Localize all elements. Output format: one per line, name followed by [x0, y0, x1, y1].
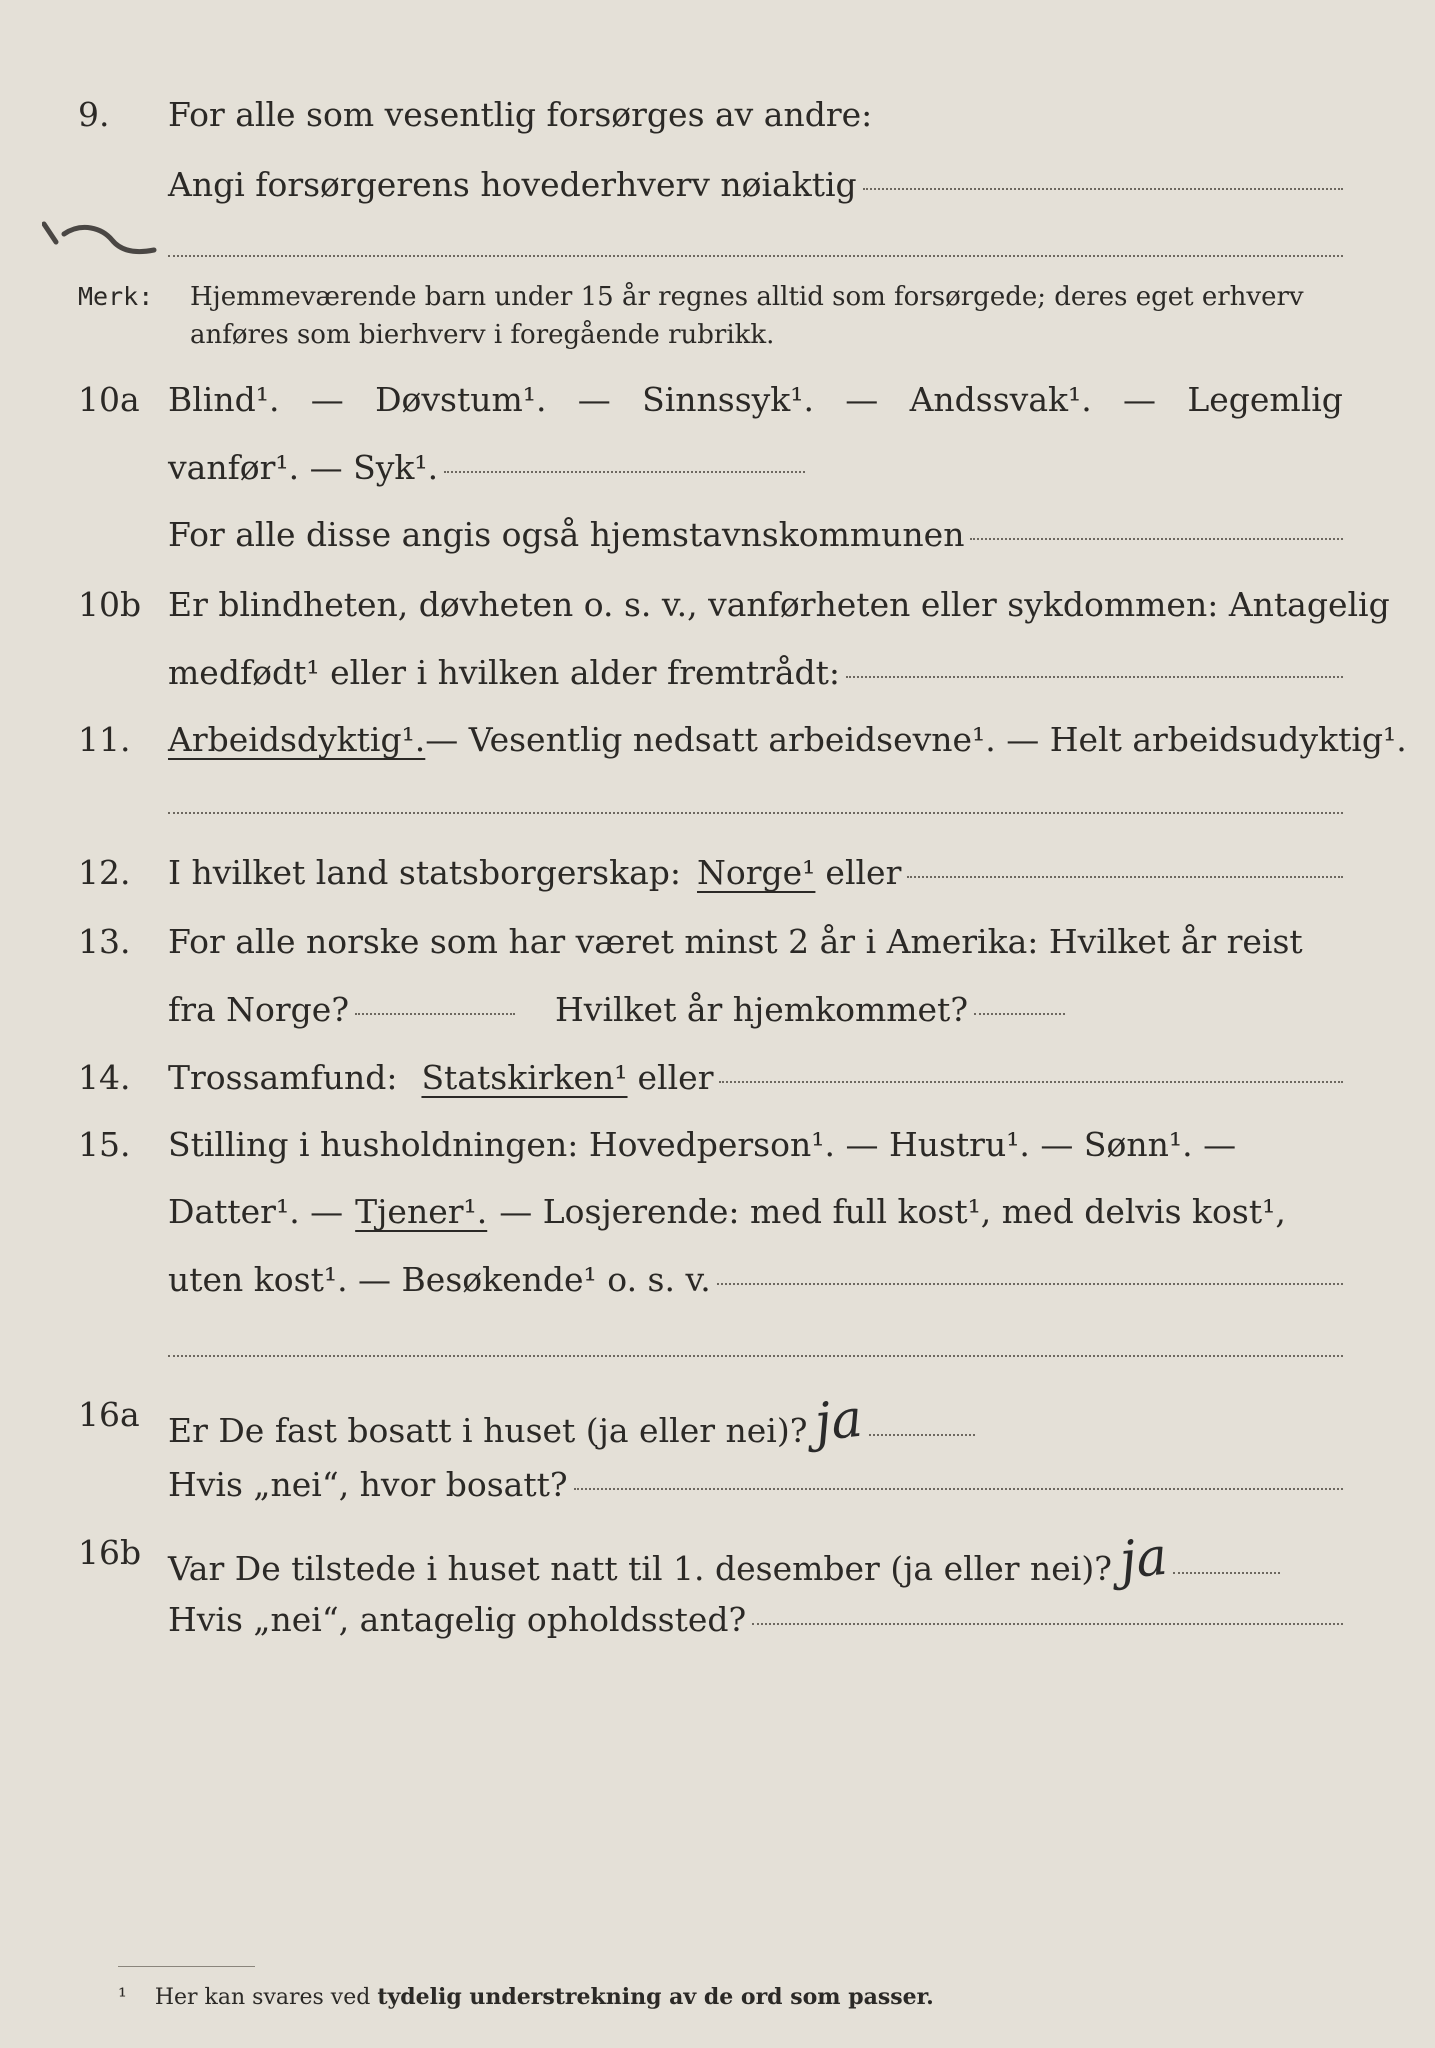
q11-extra-line[interactable]: [168, 812, 1343, 814]
footnote: [118, 1984, 934, 2010]
q9-occupation-field[interactable]: [863, 188, 1343, 190]
option-arbeidsdyktig[interactable]: Arbeidsdyktig¹.: [168, 720, 426, 759]
q15-extra-line[interactable]: [168, 1355, 1343, 1357]
q14-other-field[interactable]: [719, 1081, 1343, 1083]
q13-reist-field[interactable]: [355, 1013, 515, 1015]
q10a-options-line: [168, 380, 1343, 419]
q13-line1: [168, 922, 1343, 961]
q10b-number: 10b: [78, 585, 142, 624]
q15-line3: [168, 1260, 1343, 1299]
q9-number: 9.: [78, 95, 110, 134]
q11-number: 11.: [78, 720, 131, 759]
option-statskirken[interactable]: Statskirken¹: [421, 1058, 628, 1097]
q16a-number: 16a: [78, 1395, 140, 1434]
dash: —: [577, 380, 611, 419]
q16a-answer-field[interactable]: [869, 1434, 975, 1436]
q10b-question: Er blindheten, døvheten o. s. v., vanførheten eller sykdommen: Antagelig: [168, 585, 1390, 624]
q13-number: 13.: [78, 922, 131, 961]
q12-eller: eller: [825, 853, 902, 892]
q10a-syk-field[interactable]: [444, 471, 805, 473]
q14-number: 14.: [78, 1058, 131, 1097]
option-andssvak[interactable]: Andssvak¹.: [909, 380, 1092, 419]
q16b-opholdssted-field[interactable]: [752, 1623, 1343, 1625]
q16a-bosatt-label: Hvis „nei“, hvor bosatt?: [168, 1465, 568, 1504]
q16b-question: Var De tilstede i huset natt til 1. desember (ja eller nei)?: [168, 1549, 1112, 1588]
q13-hjemkommet-field[interactable]: [974, 1013, 1065, 1015]
dash: —: [1123, 380, 1157, 419]
q9-extra-line[interactable]: [168, 255, 1343, 257]
q10b-alder-field[interactable]: [846, 676, 1343, 678]
ink-smudge-icon: [42, 220, 162, 260]
q16a-question: Er De fast bosatt i huset (ja eller nei)?: [168, 1411, 808, 1450]
dash: —: [310, 380, 344, 419]
q10b-line2: [168, 653, 1343, 692]
q15-line2: [168, 1192, 1343, 1231]
q12-question: I hvilket land statsborgerskap:: [168, 853, 682, 892]
q9-occupation-label: Angi forsørgerens hovederhverv nøiaktig: [168, 165, 857, 204]
q11-other-options[interactable]: — Vesentlig nedsatt arbeidsevne¹. — Helt arbeidsudyktig¹.: [425, 720, 1407, 759]
q9-occupation-line: [168, 165, 1343, 204]
q16a-line1: [168, 1388, 975, 1455]
q16a-handwritten-answer[interactable]: ja: [812, 1388, 866, 1454]
option-sinnssyk[interactable]: Sinnssyk¹.: [642, 380, 814, 419]
q13-reist-label: fra Norge?: [168, 990, 350, 1029]
option-dovstum[interactable]: Døvstum¹.: [375, 380, 547, 419]
q15-number: 15.: [78, 1125, 131, 1164]
q10a-hjemstavn-field[interactable]: [970, 538, 1343, 540]
q16b-line2: [168, 1600, 1343, 1639]
option-blind[interactable]: Blind¹.: [168, 380, 280, 419]
q16b-opholdssted-label: Hvis „nei“, antagelig opholdssted?: [168, 1600, 747, 1639]
footnote-text-b: tydelig understrekning av de ord som passer.: [377, 1984, 934, 2010]
q10a-line3: [168, 515, 1343, 554]
q14-label: Trossamfund:: [168, 1058, 398, 1097]
q12-other-country-field[interactable]: [907, 876, 1343, 878]
q16b-answer-field[interactable]: [1173, 1572, 1280, 1574]
option-datter[interactable]: Datter¹. —: [168, 1192, 344, 1231]
q15-losjerende[interactable]: — Losjerende: med full kost¹, med delvis kost¹,: [499, 1192, 1286, 1231]
q13-question: For alle norske som har været minst 2 år i Amerika: Hvilket år reist: [168, 922, 1303, 961]
q14-line: [168, 1058, 1343, 1097]
q9-title-line: [168, 95, 1343, 134]
option-legemlig[interactable]: Legemlig: [1187, 380, 1343, 419]
q16b-handwritten-answer[interactable]: ja: [1116, 1526, 1171, 1592]
q14-eller: eller: [637, 1058, 714, 1097]
option-tjener[interactable]: Tjener¹.: [355, 1192, 488, 1231]
footnote-mark: ¹: [118, 1985, 127, 2010]
footnote-text-a: Her kan svares ved: [154, 1985, 371, 2010]
dash: —: [845, 380, 879, 419]
merk-text: Hjemmeværende barn under 15 år regnes alltid som forsørgede; deres eget erhverv anføres som bierhverv i foregående rubrikk.: [190, 282, 1304, 350]
q12-line: [168, 853, 1343, 892]
q10b-line1: [168, 585, 1390, 624]
q16b-number: 16b: [78, 1533, 142, 1572]
q9-title: For alle som vesentlig forsørges av andre:: [168, 95, 873, 134]
q10a-vanfor-syk[interactable]: vanfør¹. — Syk¹.: [168, 448, 439, 487]
footnote-divider: [118, 1966, 255, 1967]
q10a-line2: [168, 448, 805, 487]
q16a-bosatt-field[interactable]: [574, 1488, 1343, 1490]
q13-hjemkommet-label: Hvilket år hjemkommet?: [555, 990, 969, 1029]
q15-line1: [168, 1125, 1343, 1164]
q13-line2: [168, 990, 1065, 1029]
q15-other-field[interactable]: [717, 1283, 1343, 1285]
q10b-medfodt-label: medfødt¹ eller i hvilken alder fremtrådt:: [168, 653, 841, 692]
q16a-line2: [168, 1465, 1343, 1504]
q15-line1-text[interactable]: Stilling i husholdningen: Hovedperson¹. — Hustru¹. — Sønn¹. —: [168, 1125, 1237, 1164]
q15-line3-text[interactable]: uten kost¹. — Besøkende¹ o. s. v.: [168, 1260, 711, 1299]
q16b-line1: [168, 1526, 1280, 1593]
merk-label: Merk:: [78, 282, 154, 311]
q11-line: [168, 720, 1407, 759]
q10a-hjemstavn-label: For alle disse angis også hjemstavnskommunen: [168, 515, 965, 554]
q10a-number: 10a: [78, 380, 140, 419]
q12-number: 12.: [78, 853, 131, 892]
option-norge[interactable]: Norge¹: [697, 853, 816, 892]
